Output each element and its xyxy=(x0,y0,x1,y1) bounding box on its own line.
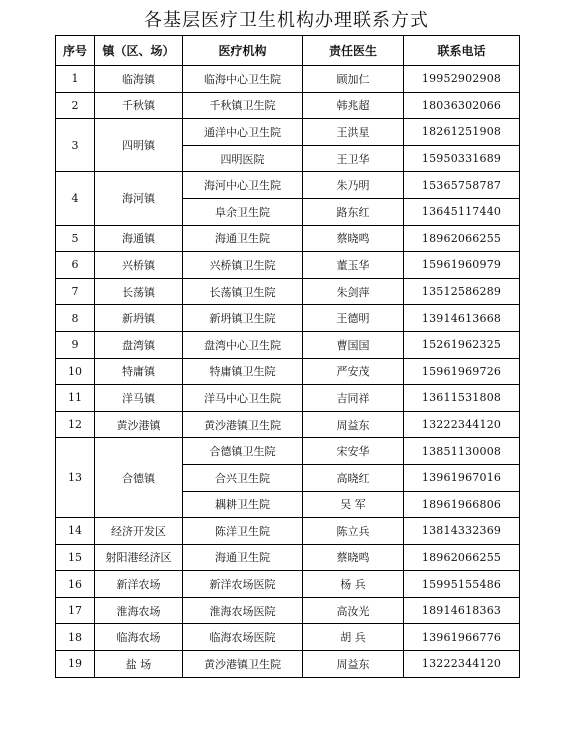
cell-town: 盐 场 xyxy=(95,651,183,678)
cell-doctor: 高晓红 xyxy=(303,464,404,491)
cell-serial: 5 xyxy=(56,225,95,252)
cell-phone: 13814332369 xyxy=(404,518,520,545)
table-row xyxy=(56,597,520,624)
cell-town: 海通镇 xyxy=(95,225,183,252)
table-row xyxy=(56,544,520,571)
cell-phone: 18962066255 xyxy=(404,225,520,252)
cell-phone: 18261251908 xyxy=(404,119,520,146)
cell-serial: 19 xyxy=(56,651,95,678)
cell-doctor: 周益东 xyxy=(303,411,404,438)
cell-phone: 15961960979 xyxy=(404,252,520,279)
cell-doctor: 路东红 xyxy=(303,198,404,225)
table-row xyxy=(56,411,520,438)
cell-doctor: 宋安华 xyxy=(303,438,404,465)
cell-town: 盘湾镇 xyxy=(95,331,183,358)
cell-town: 黄沙港镇 xyxy=(95,411,183,438)
cell-doctor: 董玉华 xyxy=(303,252,404,279)
cell-serial: 11 xyxy=(56,385,95,412)
cell-doctor: 杨 兵 xyxy=(303,571,404,598)
header-phone: 联系电话 xyxy=(404,36,520,66)
header-town: 镇（区、场） xyxy=(95,36,183,66)
cell-doctor: 严安茂 xyxy=(303,358,404,385)
cell-phone: 13914613668 xyxy=(404,305,520,332)
cell-serial: 4 xyxy=(56,172,95,225)
cell-institution: 耦耕卫生院 xyxy=(183,491,303,518)
cell-phone: 15261962325 xyxy=(404,331,520,358)
cell-doctor: 周益东 xyxy=(303,651,404,678)
cell-serial: 2 xyxy=(56,92,95,119)
cell-serial: 12 xyxy=(56,411,95,438)
cell-institution: 特庸镇卫生院 xyxy=(183,358,303,385)
cell-phone: 15950331689 xyxy=(404,145,520,172)
cell-phone: 18036302066 xyxy=(404,92,520,119)
cell-town: 特庸镇 xyxy=(95,358,183,385)
header-serial: 序号 xyxy=(56,36,95,66)
cell-town: 兴桥镇 xyxy=(95,252,183,279)
cell-phone: 15995155486 xyxy=(404,571,520,598)
cell-phone: 13611531808 xyxy=(404,385,520,412)
cell-town: 临海镇 xyxy=(95,66,183,93)
table-row xyxy=(56,172,520,199)
cell-serial: 3 xyxy=(56,119,95,172)
cell-doctor: 朱乃明 xyxy=(303,172,404,199)
cell-doctor: 蔡晓鸣 xyxy=(303,544,404,571)
cell-institution: 洋马中心卫生院 xyxy=(183,385,303,412)
cell-serial: 1 xyxy=(56,66,95,93)
table-row xyxy=(56,624,520,651)
table-row xyxy=(56,651,520,678)
cell-doctor: 吉同祥 xyxy=(303,385,404,412)
header-row xyxy=(56,36,520,66)
cell-institution: 黄沙港镇卫生院 xyxy=(183,651,303,678)
page-title: 各基层医疗卫生机构办理联系方式 xyxy=(144,10,429,31)
table-row xyxy=(56,331,520,358)
table-row xyxy=(56,225,520,252)
cell-serial: 8 xyxy=(56,305,95,332)
cell-phone: 19952902908 xyxy=(404,66,520,93)
cell-serial: 18 xyxy=(56,624,95,651)
cell-town: 合德镇 xyxy=(95,438,183,518)
cell-institution: 通洋中心卫生院 xyxy=(183,119,303,146)
cell-institution: 四明医院 xyxy=(183,145,303,172)
cell-doctor: 陈立兵 xyxy=(303,518,404,545)
contact-table xyxy=(55,35,520,678)
table-row xyxy=(56,119,520,146)
cell-institution: 长荡镇卫生院 xyxy=(183,278,303,305)
cell-town: 新洋农场 xyxy=(95,571,183,598)
cell-serial: 17 xyxy=(56,597,95,624)
cell-phone: 18961966806 xyxy=(404,491,520,518)
cell-phone: 13645117440 xyxy=(404,198,520,225)
cell-serial: 14 xyxy=(56,518,95,545)
cell-town: 淮海农场 xyxy=(95,597,183,624)
table-row xyxy=(56,358,520,385)
cell-phone: 13961967016 xyxy=(404,464,520,491)
cell-phone: 18914618363 xyxy=(404,597,520,624)
table-row xyxy=(56,252,520,279)
cell-town: 千秋镇 xyxy=(95,92,183,119)
cell-town: 四明镇 xyxy=(95,119,183,172)
cell-institution: 黄沙港镇卫生院 xyxy=(183,411,303,438)
cell-institution: 临海农场医院 xyxy=(183,624,303,651)
cell-institution: 千秋镇卫生院 xyxy=(183,92,303,119)
cell-doctor: 王卫华 xyxy=(303,145,404,172)
table-row xyxy=(56,438,520,465)
cell-doctor: 吴 军 xyxy=(303,491,404,518)
table-row xyxy=(56,66,520,93)
cell-doctor: 蔡晓鸣 xyxy=(303,225,404,252)
cell-institution: 盘湾中心卫生院 xyxy=(183,331,303,358)
cell-doctor: 王洪星 xyxy=(303,119,404,146)
cell-institution: 新洋农场医院 xyxy=(183,571,303,598)
cell-institution: 海通卫生院 xyxy=(183,544,303,571)
cell-phone: 18962066255 xyxy=(404,544,520,571)
cell-serial: 7 xyxy=(56,278,95,305)
cell-phone: 15365758787 xyxy=(404,172,520,199)
table-row xyxy=(56,305,520,332)
cell-institution: 淮海农场医院 xyxy=(183,597,303,624)
cell-town: 长荡镇 xyxy=(95,278,183,305)
cell-phone: 13961966776 xyxy=(404,624,520,651)
cell-doctor: 顾加仁 xyxy=(303,66,404,93)
cell-doctor: 高汝光 xyxy=(303,597,404,624)
cell-town: 经济开发区 xyxy=(95,518,183,545)
cell-institution: 陈洋卫生院 xyxy=(183,518,303,545)
cell-phone: 13512586289 xyxy=(404,278,520,305)
table-row xyxy=(56,571,520,598)
table-row xyxy=(56,385,520,412)
cell-doctor: 韩兆超 xyxy=(303,92,404,119)
cell-serial: 16 xyxy=(56,571,95,598)
cell-phone: 13222344120 xyxy=(404,651,520,678)
cell-phone: 13222344120 xyxy=(404,411,520,438)
cell-doctor: 胡 兵 xyxy=(303,624,404,651)
cell-institution: 合德镇卫生院 xyxy=(183,438,303,465)
cell-institution: 阜余卫生院 xyxy=(183,198,303,225)
cell-phone: 15961969726 xyxy=(404,358,520,385)
table-body xyxy=(56,66,520,678)
cell-institution: 新坍镇卫生院 xyxy=(183,305,303,332)
cell-institution: 海河中心卫生院 xyxy=(183,172,303,199)
cell-institution: 合兴卫生院 xyxy=(183,464,303,491)
header-institution: 医疗机构 xyxy=(183,36,303,66)
cell-institution: 海通卫生院 xyxy=(183,225,303,252)
table-row xyxy=(56,92,520,119)
header-doctor: 责任医生 xyxy=(303,36,404,66)
cell-town: 临海农场 xyxy=(95,624,183,651)
cell-town: 新坍镇 xyxy=(95,305,183,332)
table-row xyxy=(56,278,520,305)
cell-doctor: 王德明 xyxy=(303,305,404,332)
table-row xyxy=(56,518,520,545)
cell-town: 海河镇 xyxy=(95,172,183,225)
cell-town: 射阳港经济区 xyxy=(95,544,183,571)
cell-doctor: 朱剑萍 xyxy=(303,278,404,305)
cell-serial: 10 xyxy=(56,358,95,385)
cell-phone: 13851130008 xyxy=(404,438,520,465)
cell-serial: 15 xyxy=(56,544,95,571)
cell-institution: 临海中心卫生院 xyxy=(183,66,303,93)
cell-serial: 13 xyxy=(56,438,95,518)
cell-doctor: 曹国国 xyxy=(303,331,404,358)
cell-serial: 6 xyxy=(56,252,95,279)
cell-institution: 兴桥镇卫生院 xyxy=(183,252,303,279)
cell-serial: 9 xyxy=(56,331,95,358)
cell-town: 洋马镇 xyxy=(95,385,183,412)
